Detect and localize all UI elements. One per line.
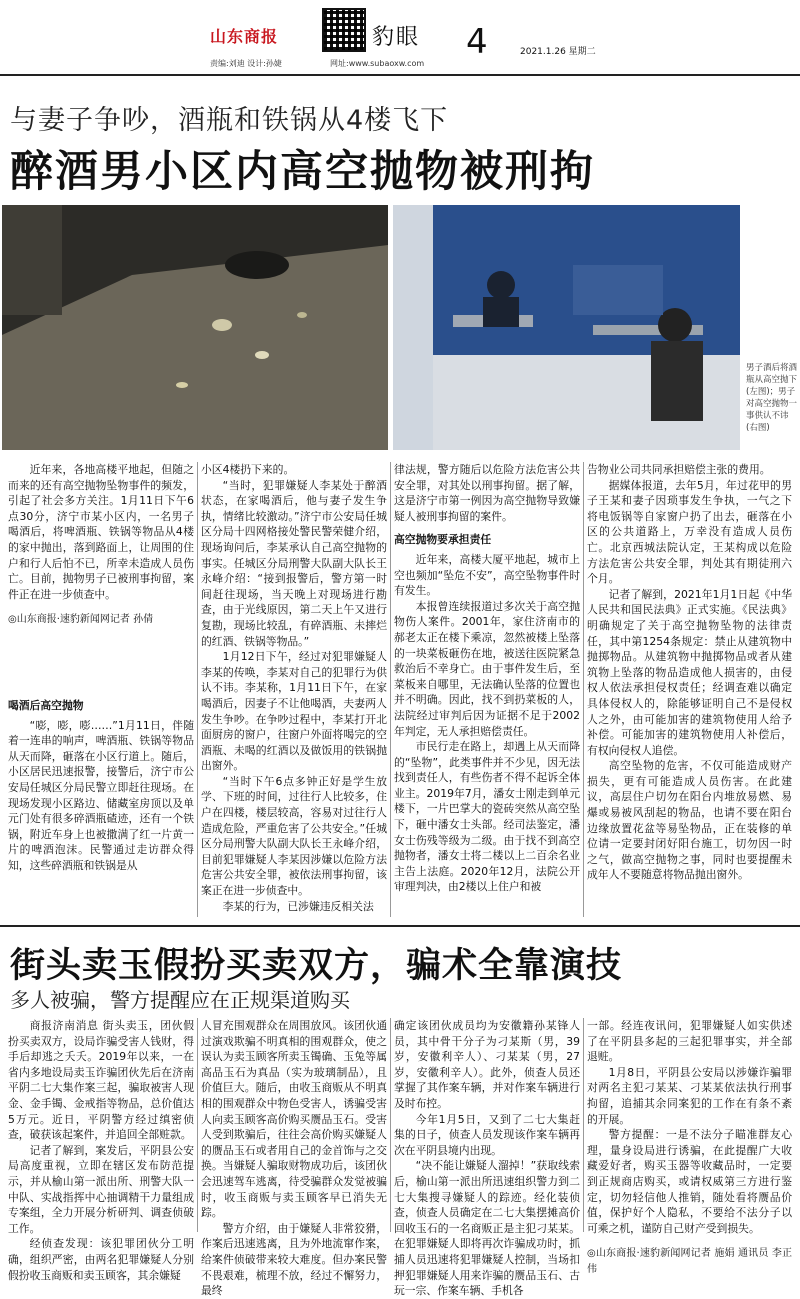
story1-col2-paragraph: 1月12日下午，经过对犯罪嫌疑人李某的传唤，李某对自己的犯罪行为供认不讳。李某称，1月11日下午，在家喝酒后，因妻子不让他喝酒，夫妻两人发生争吵。在争吵过程中，李某打开北面厨房的窗户，往窗户外面将喝完的空酒瓶、未喝的红酒以及做饭用的铁锅抛出窗外。 <box>201 650 387 773</box>
story2-col3-paragraph: 今年1月5日，又到了二七大集赶集的日子，侦查人员发现该作案车辆再次在平阴县境内出现。 <box>394 1112 580 1157</box>
story1-col1-paragraph: “嘭，嘭，嘭……”1月11日，伴随着一连串的响声，啤酒瓶、铁锅等物品从天而降，砸落在小区行道上。随后，小区居民迅速报警，接警后，济宁市公安局任城区分局民警立即赶往现场。在现场发现小区路边、储藏室房顶以及单元门处有很多碎酒瓶碴迹，还有一个铁锅，附近车身上也被撒满了红一片黄一片的啤酒泡沫。民警通过走访群众得知，这些碎酒瓶和铁锅是从 <box>8 718 194 872</box>
story1-col4-paragraph: 高空坠物的危害，不仅可能造成财产损失，更有可能造成人员伤害。在此建议，高层住户切勿在阳台内堆放易燃、易爆或易被风刮起的物品，也请不要在阳台边缘放置花盆等易坠物品，正在装修的单位请一定要封闭好阳台施工，切勿因一时之气，做高空抛物之事，同时也要提醒未成年人不要随意将物品抛出窗外。 <box>587 759 792 882</box>
story1-col3-paragraph: 律法规，警方随后以危险方法危害公共安全罪，对其处以刑事拘留。据了解，这是济宁市第一例因为高空抛物导致嫌疑人被刑事拘留的案件。 <box>394 463 580 523</box>
story2-headline: 街头卖玉假扮买卖双方，骗术全靠演技 <box>10 946 623 986</box>
story2-col1-paragraph: 记者了解到，案发后，平阴县公安局高度重视，立即在辖区发布防范提示，并从榆山第一派出所、刑警大队一中队、实战指挥中心抽调精干力量组成专案组，全力开展分析研判、调查侦破工作。 <box>8 1143 194 1235</box>
story2-col4-paragraph: 1月8日，平阴县公安局以涉嫌诈骗罪对两名主犯刁某某、刁某某依法执行刑事拘留，追捕其余同案犯的工作在有条不紊的开展。 <box>587 1065 792 1126</box>
story2-col4-paragraph: 警方提醒：一是不法分子瞄准群友心理，量身设局进行诱骗，在此提醒广大收藏爱好者，购买玉器等收藏品时，一定要到正规商店购买，或请权威第三方进行鉴定，切勿轻信他人推销，随处看将赝品价值，保护好个人隐私，不要给不法分子以可乘之机，谨防自己财产受到损失。 <box>587 1128 792 1235</box>
column-divider <box>197 462 198 917</box>
story1-col4-paragraph: 记者了解到，2021年1月1日起《中华人民共和国民法典》正式实施。《民法典》明确规定了关于高空抛物坠物的法律责任，其中第1254条规定：禁止从建筑物中抛掷物品。从建筑物中抛掷物品或者从建筑物上坠落的物品造成他人损害的，由侵权人依法承担侵权责任；经调查难以确定具体侵权人的，除能够证明自己不是侵权人之外，由可能加害的建筑物使用人给予补偿。可能加害的建筑物使用人补偿后，有权向侵权人追偿。 <box>587 587 792 757</box>
story1-byline: ◎山东商报·速豹新闻网记者 孙倩 <box>8 614 154 626</box>
paper-logo-name: 山东商报 <box>210 27 279 46</box>
story1-col2-paragraph: 李某的行为，已涉嫌违反相关法 <box>222 899 374 913</box>
story2-column-2 <box>201 1018 387 1298</box>
qr-code-icon <box>322 8 366 52</box>
story1-headline: 醉酒男小区内高空抛物被刑拘 <box>10 147 595 197</box>
story1-column-4 <box>587 462 792 922</box>
story1-lead-paragraph: 近年来，各地高楼平地起，但随之而来的还有高空抛物坠物事件的频发，引起了社会多方关注。1月11日下午6点30分，济宁市某小区内，一名男子喝酒后，将啤酒瓶、铁锅等物品从4楼的家中抛出，落到路面上，让周围的住户和行人后怕不已，所幸未造成人员伤亡。目前，抛物男子已被刑事拘留，案件正在进一步侦查中。 <box>8 463 194 601</box>
story2-byline: ◎山东商报·速豹新闻网记者 施娟 通讯员 李正伟 <box>587 1248 792 1275</box>
story1-col3b-paragraph: 本报曾连续报道过多次关于高空抛物伤人案件。2001年，家住济南市的郝老太正在楼下乘凉，忽然被楼上坠落的一块菜板砸伤在地，被送往医院紧急救治后不幸身亡。由于事件发生后，至菜板来自哪里，无法确认坠落的位置也并不明确。因此，找不到扔菜板的人，法院经过审判后因为证据不足于2002年判定，无人承担赔偿责任。 <box>394 599 580 738</box>
story2-column-1 <box>8 1018 194 1282</box>
photo-interrogation-room <box>393 205 740 450</box>
column-divider <box>197 1018 198 1232</box>
story2-subheadline: 多人被骗，警方提醒应在正规渠道购买 <box>10 988 350 1012</box>
website-url: 网址:www.subaoxw.com <box>330 59 425 68</box>
story1-col4-paragraph: 告物业公司共同承担赔偿主张的费用。 <box>587 463 771 476</box>
story2-col2-paragraph: 警方介绍，由于嫌疑人非常狡猾，作案后迅速逃离，且为外地流窜作案，给案件侦破带来较大难度。但办案民警不畏艰难，梳理不放，经过不懈努力，最终 <box>201 1221 387 1298</box>
story1-col2-paragraph: 小区4楼扔下来的。 <box>201 463 295 476</box>
story1-column-1 <box>8 462 194 922</box>
photo-interrogation-illustration <box>393 205 740 450</box>
page-number: 4 <box>466 22 488 62</box>
story2-column-4 <box>587 1018 792 1275</box>
story1-col3b-paragraph: 近年来，高楼大厦平地起，城市上空也频加“坠危不安”，高空坠物事件时有发生。 <box>394 552 580 598</box>
story-divider <box>0 925 800 927</box>
story2-byline-text: 山东商报·速豹新闻网记者 施娟 通讯员 李正伟 <box>587 1248 792 1275</box>
story1-column-3 <box>394 462 580 922</box>
story1-col3b-paragraph: 市民行走在路上，却遇上从天而降的“坠物”，此类事件并不少见，因无法找到责任人，有些伤者不得不起诉全体业主。2019年7月，潘女士刚走到单元楼下，一片巴掌大的瓷砖突然从高空坠下，砸中潘女士头部。经司法鉴定，潘女士伤残等级为二级。由于找不到高空抛物者，潘女士将二楼以上二百余名业主告上法庭。2020年12月，法院公开审理判决，由2楼以上住户和被 <box>394 740 580 894</box>
column-divider <box>390 1018 391 1232</box>
photo-broken-bottles-illustration <box>2 205 388 450</box>
story2-col1-paragraph: 商报济南消息 街头卖玉，团伙假扮买卖双方，设局诈骗受害人钱财，得手后却逃之夭夭。2019年以来，一在省内多地设局卖玉诈骗团伙先后在济南平阴二七大集作案三起，骗取被害人现金、金手镯、金戒指等物品，总价值达5万元。近日，平阴警方经过缜密侦查，破获该起案件，并追回全部赃款。 <box>8 1019 194 1142</box>
story1-col2-paragraph: “当时，犯罪嫌疑人李某处于醉酒状态，在家喝酒后，他与妻子发生争执，情绪比较激动。”济宁市公安局任城区分局十四网格接处警民警荣健介绍，现场询问后，李某承认自己高空抛物的事实。任城区分局刑警大队副大队长王永峰介绍：“接到报警后，警方第一时间赶往现场，当天晚上对现场进行勘查，由于光线原因，第二天上午又进行复勘，现场比较乱，有碎酒瓶、未摔烂的红酒、铁锅等物品。” <box>201 478 387 648</box>
issue-date: 2021.1.26 星期二 <box>520 47 596 57</box>
story1-col4-paragraph: 据媒体报道，去年5月，年过花甲的男子王某和妻子因琐事发生争执，一气之下将电饭锅等自家窗户扔了出去，砸落在小区的公共道路上，万幸没有造成人员伤亡。北京西城法院认定，王某构成以危险方法危害公共安全罪，判处其有期徒刑六个月。 <box>587 478 792 586</box>
story1-byline-text: 山东商报·速豹新闻网记者 孙倩 <box>16 614 154 626</box>
column-divider <box>583 1018 584 1232</box>
story2-column-3 <box>394 1018 580 1298</box>
story1-subhead-1: 喝酒后高空抛物 <box>8 698 84 712</box>
story2-col2-paragraph: 人冒充围观群众在周围放风。该团伙通过演戏欺骗不明真相的围观群众，使之误认为卖玉顾客所卖玉镯确、玉兔等属高品玉石为真品（实为玻璃制品），且价值巨大。随后，由收玉商贩从不明真相的围观群众中物色受害人，诱骗受害人向卖玉顾客高价购买赝品玉石。受害人受到欺骗后，往往会高价购买嫌疑人的赝品玉石或者用自己的金首饰与之交换。当嫌疑人骗取财物成功后，该团伙会迅速驾车逃离，待受骗群众发觉被骗时，收玉商贩与卖玉顾客早已消失无踪。 <box>201 1019 387 1220</box>
column-divider <box>583 462 584 917</box>
story1-kicker: 与妻子争吵，酒瓶和铁锅从4楼飞下 <box>10 105 449 136</box>
photo-caption: 男子酒后将酒瓶从高空抛下(左图)；男子对高空抛物一事供认不讳(右图) <box>746 363 798 433</box>
story2-col1-paragraph: 经侦查发现：该犯罪团伙分工明确，组织严密，由两名犯罪嫌疑人分别假扮收玉商贩和卖玉顾客，其余嫌疑 <box>8 1237 194 1282</box>
section-name: 豹眼 <box>372 25 421 50</box>
story2-col3-paragraph: “决不能让嫌疑人溜掉！”获取线索后，榆山第一派出所迅速组织警力到二七大集搜寻嫌疑人的踪迹。经化装侦查，侦查人员确定在二七大集摆摊高价回收玉石的一名商贩正是主犯刁某某。在犯罪嫌疑人即将再次诈骗成功时，抓捕人员迅速将犯罪嫌疑人控制，当场扣押犯罪嫌疑人用来诈骗的赝品玉石、古玩一宗、作案车辆、手机各 <box>394 1159 580 1298</box>
story2-col3-paragraph: 确定该团伙成员均为安徽籍孙某锋人员，其中骨干分子为刁某斯（男，39岁，安徽利辛人）、刁某某（男，27岁，安徽利辛人）。此外，侦查人员还掌握了其作案车辆，并对作案车辆进行及时布控。 <box>394 1019 580 1110</box>
editor-credits: 责编:刘迪 设计:孙婕 <box>210 59 282 68</box>
photo-broken-bottles <box>2 205 388 450</box>
header-divider <box>0 74 800 76</box>
story1-subhead-2: 高空抛物要承担责任 <box>394 533 492 547</box>
story1-column-2 <box>201 462 387 922</box>
story2-col4-paragraph: 一部。经连夜讯问，犯罪嫌疑人如实供述了在平阴县多起的三起犯罪事实，并全部退赃。 <box>587 1019 792 1064</box>
story1-col2-paragraph: “当时下午6点多钟正好是学生放学、下班的时间，过往行人比较多，住户在四楼，楼层较高，容易对过往行人造成危险，严重危害了公共安全。”任城区分局刑警大队副大队长王永峰介绍，目前犯罪嫌疑人李某因涉嫌以危险方法危害公共安全罪，被依法刑事拘留，该案正在进一步侦查中。 <box>201 774 387 898</box>
column-divider <box>390 462 391 917</box>
